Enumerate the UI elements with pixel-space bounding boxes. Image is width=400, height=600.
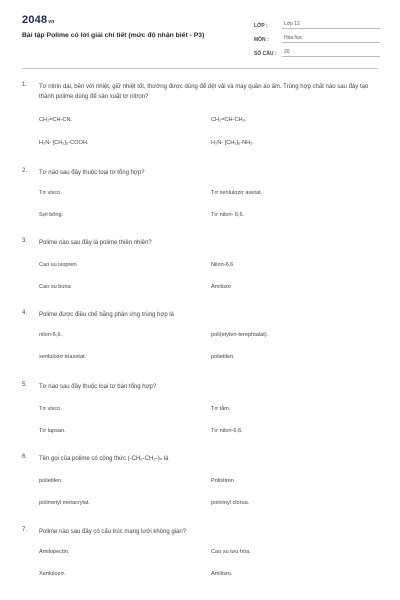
question-text: Tơ nào sau đây thuộc loại tơ tổng hợp?: [39, 170, 145, 176]
option-d[interactable]: Tơ nilon- 6,6.: [211, 212, 245, 218]
meta-row-count: [254, 43, 380, 57]
meta-row-class: [254, 15, 380, 29]
option-d[interactable]: H₂N- [CH₂]₆-NH₂.: [211, 140, 254, 146]
meta-value: Hóa học: [282, 35, 380, 43]
question-text: Polime nào sau đây có cấu trúc mạng lưới không gian?: [39, 529, 187, 535]
question-text: Tơ nào sau đây thuộc loại tơ bán tổng hợp?: [39, 384, 157, 390]
logo-text: 2048: [22, 14, 48, 26]
option-b[interactable]: CH₂=CH-CH₃.: [211, 117, 247, 123]
option-d[interactable]: Amilozo.: [211, 571, 233, 577]
question-text: Polime nào sau đây là polime thiên nhiên?: [39, 240, 152, 246]
question-number: 4.: [22, 310, 28, 316]
option-b[interactable]: poli(etylen-terephtalat).: [211, 332, 269, 338]
option-a[interactable]: Amilopectin.: [39, 549, 70, 555]
option-d[interactable]: Tơ nilon-6,6.: [211, 428, 243, 434]
option-c[interactable]: polimetyl metacrylat.: [39, 500, 90, 506]
option-d[interactable]: polietilen.: [211, 354, 235, 360]
option-c[interactable]: H₂N- [CH₂]₅-COOH.: [39, 140, 89, 146]
meta-table: [254, 15, 380, 57]
meta-key: LỚP :: [254, 23, 268, 29]
option-d[interactable]: polivinyl clorua.: [211, 500, 250, 506]
question-number: 6.: [22, 454, 28, 460]
option-c[interactable]: Tơ lapsan.: [39, 428, 66, 434]
question-number: 3.: [22, 238, 28, 244]
option-c[interactable]: Xenlulozơ.: [39, 571, 66, 577]
meta-key: SỐ CÂU :: [254, 51, 277, 57]
option-b[interactable]: Tơ tằm.: [211, 406, 231, 412]
question-text: Tơ nitrin dai, bền với nhiệt, giữ nhiệt tốt, thường được dùng để dệt vải và may quần áo ấm. Trùng hợp chất nào sau đây tạo thành polime dùng để sản xuất tơ nitron?: [39, 84, 369, 100]
document-header: [0, 0, 400, 62]
meta-row-subject: [254, 29, 380, 43]
option-a[interactable]: Cao su isopren: [39, 262, 77, 268]
header-divider: [22, 68, 378, 69]
question-number: 5.: [22, 382, 28, 388]
meta-value: Lớp 12: [282, 21, 380, 29]
question-number: 7.: [22, 527, 28, 533]
logo-suffix: vn: [48, 19, 55, 25]
question-number: 1.: [22, 82, 28, 88]
option-b[interactable]: Nilon-6,6: [211, 262, 234, 268]
option-a[interactable]: polietilen.: [39, 478, 63, 484]
option-d[interactable]: Amilozo: [211, 284, 231, 290]
option-b[interactable]: Polistiren: [211, 478, 235, 484]
option-b[interactable]: Cao su lưu hóa.: [211, 549, 251, 555]
option-c[interactable]: Sợi bông.: [39, 212, 64, 218]
question-text: Polime được điều chế bằng phản ứng trùng hợp là: [39, 312, 174, 318]
option-a[interactable]: nilon-6,6.: [39, 332, 63, 338]
site-logo[interactable]: [22, 14, 55, 26]
option-b[interactable]: Tơ xenlulozơ axetat.: [211, 190, 263, 196]
meta-key: MÔN :: [254, 37, 269, 43]
document-title: Bài tập Polime có lời giải chi tiết (mức độ nhận biết - P3): [22, 32, 205, 39]
meta-value: 20: [282, 49, 380, 57]
option-a[interactable]: Tơ visco.: [39, 406, 62, 412]
option-a[interactable]: Tơ visco.: [39, 190, 62, 196]
question-text: Tên gọi của polime có công thức (-CH₂-CH₂-)ₙ là: [39, 456, 169, 462]
option-a[interactable]: CH₂=CH-CN.: [39, 117, 73, 123]
question-number: 2.: [22, 168, 28, 174]
option-c[interactable]: xenlulozơ triaxetat.: [39, 354, 87, 360]
option-c[interactable]: Cao su buna: [39, 284, 71, 290]
